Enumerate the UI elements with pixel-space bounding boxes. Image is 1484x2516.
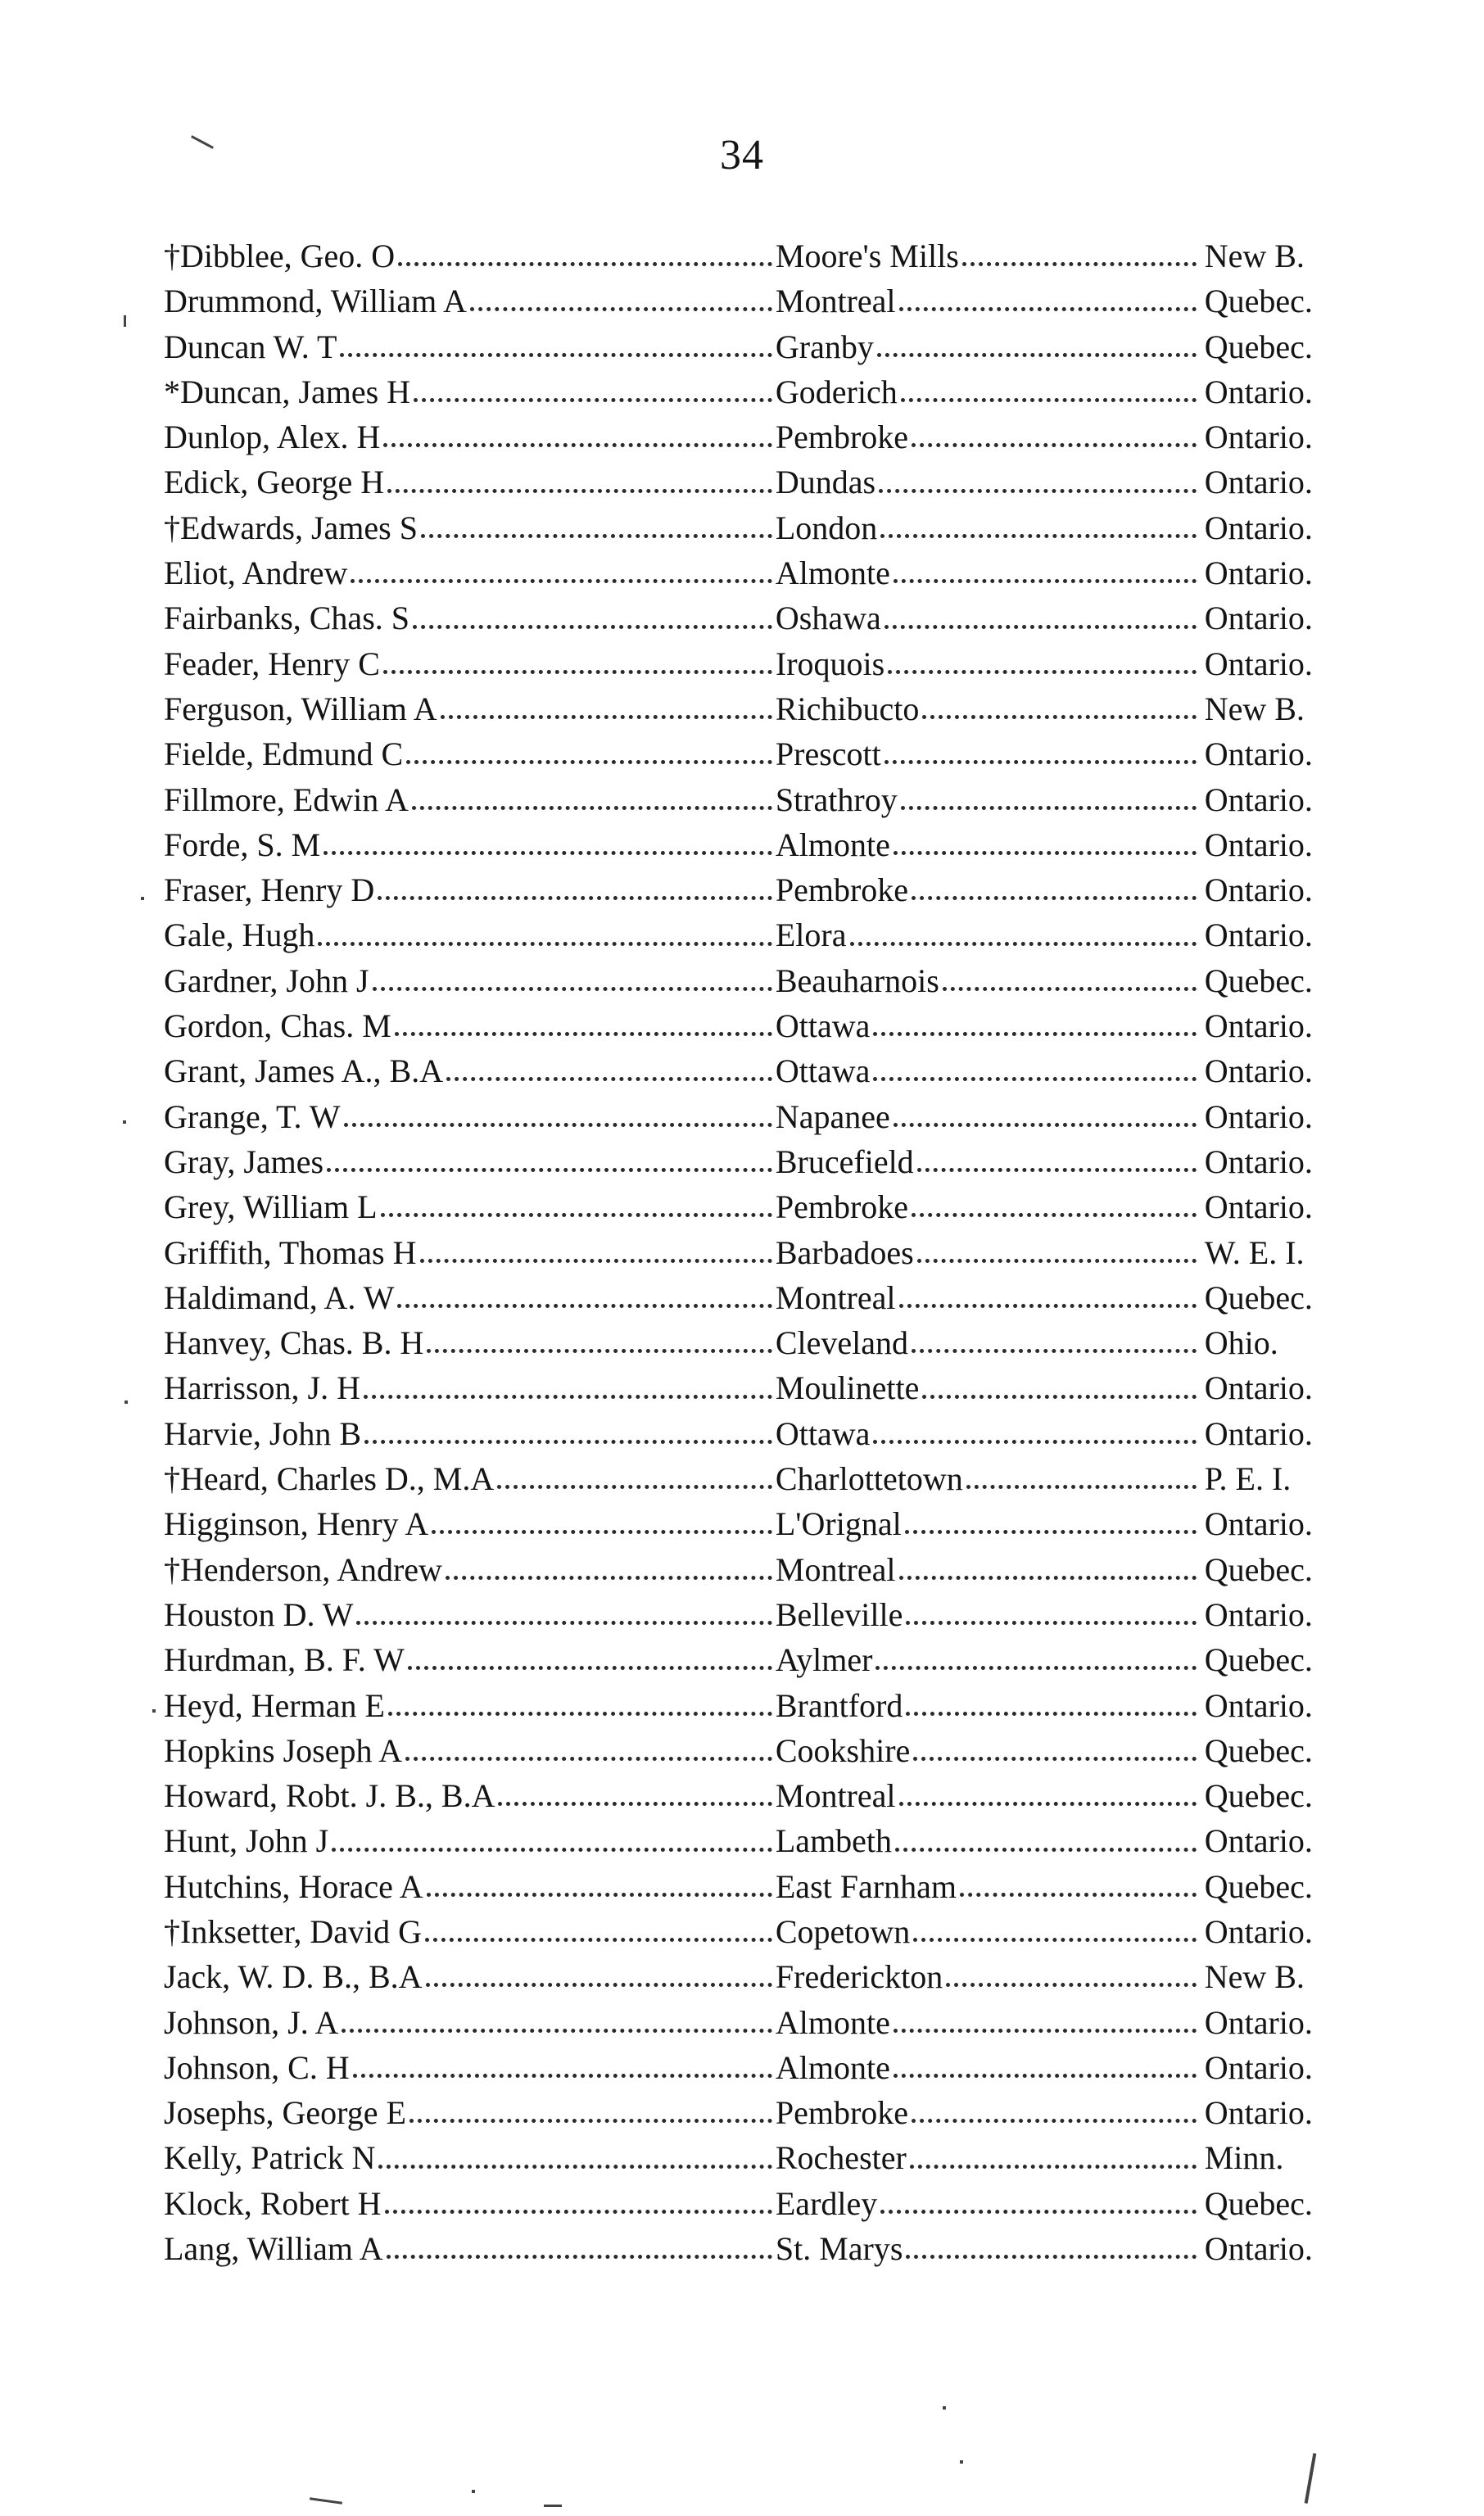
dot-leader <box>351 579 771 583</box>
entry-province: Ontario. <box>1204 1414 1313 1452</box>
entry-name: †Heard, Charles D., M.A <box>164 1460 495 1498</box>
dot-leader <box>880 2210 1196 2214</box>
directory-entry <box>164 1411 1343 1456</box>
entry-province: Quebec. <box>1204 1278 1313 1316</box>
entry-province: Quebec. <box>1204 1641 1313 1679</box>
dot-leader <box>497 1485 772 1489</box>
entry-province: Ontario. <box>1204 1143 1313 1180</box>
entry-name: Hanvey, Chas. B. H <box>164 1324 424 1362</box>
entry-town: Montreal <box>775 1550 896 1588</box>
entry-name: Forde, S. M <box>164 826 321 863</box>
entry-name: Hunt, John J <box>164 1822 329 1860</box>
entry-name: Drummond, William A <box>164 283 467 320</box>
entry-town: Granby <box>775 328 874 365</box>
directory-entry <box>164 2000 1343 2045</box>
directory-entry <box>164 1773 1343 1818</box>
entry-name: Fielde, Edmund C <box>164 735 404 773</box>
entry-name: Houston D. W <box>164 1595 354 1633</box>
entry-province: Ontario. <box>1204 419 1313 456</box>
entry-town: Ottawa <box>775 1007 871 1045</box>
entry-town: Belleville <box>775 1595 903 1633</box>
entry-name: Harrisson, J. H <box>164 1369 360 1407</box>
entry-town: Almonte <box>775 554 890 592</box>
dot-leader <box>873 1032 1196 1036</box>
dot-leader <box>906 1621 1196 1625</box>
directory-entry <box>164 1456 1343 1501</box>
directory-entry <box>164 1275 1343 1320</box>
directory-entry <box>164 1365 1343 1410</box>
dot-leader <box>408 1666 772 1670</box>
entry-town: Strathroy <box>775 781 898 818</box>
entry-name: Eliot, Andrew <box>164 554 348 592</box>
dot-leader <box>912 443 1197 447</box>
entry-name: Jack, W. D. B., B.A <box>164 1958 423 1996</box>
dot-leader <box>427 1893 772 1897</box>
dot-leader <box>412 806 772 810</box>
entry-name: Hutchins, Horace A <box>164 1867 423 1905</box>
directory-entry <box>164 2226 1343 2271</box>
dot-leader <box>383 443 771 447</box>
directory-entry <box>164 1094 1343 1139</box>
dot-leader <box>387 489 772 493</box>
entry-province: New B. <box>1204 1958 1305 1996</box>
entry-province: Ontario. <box>1204 1822 1313 1860</box>
dot-leader <box>397 1304 771 1308</box>
directory-entry <box>164 1003 1343 1048</box>
entry-name: Josephs, George E <box>164 2094 406 2132</box>
dot-leader <box>470 307 772 311</box>
entry-province: Ontario. <box>1204 509 1313 546</box>
dot-leader <box>332 1848 772 1852</box>
dot-leader <box>910 2165 1197 2169</box>
dot-leader <box>373 987 772 991</box>
directory-entry <box>164 1139 1343 1184</box>
entry-town: Pembroke <box>775 419 909 456</box>
dot-leader <box>894 579 1197 583</box>
dot-leader <box>395 1032 772 1036</box>
entry-name: Gordon, Chas. M <box>164 1007 391 1045</box>
dot-leader <box>421 534 772 538</box>
directory-entry <box>164 641 1343 686</box>
entry-province: Quebec. <box>1204 962 1313 999</box>
entry-province: Ontario. <box>1204 600 1313 637</box>
entry-town: Oshawa <box>775 600 881 637</box>
dot-leader <box>432 1530 772 1534</box>
entry-name: Duncan W. T <box>164 328 337 365</box>
entry-province: Ontario. <box>1204 1912 1313 1950</box>
entry-name: Heyd, Herman E <box>164 1686 385 1724</box>
dot-leader <box>398 262 772 266</box>
dot-leader <box>960 1893 1197 1897</box>
entry-name: Grey, William L <box>164 1188 378 1226</box>
dot-leader <box>383 670 772 674</box>
dot-leader <box>446 1576 772 1580</box>
entry-town: Goderich <box>775 373 898 410</box>
entry-town: Almonte <box>775 2048 890 2086</box>
dot-leader <box>873 1440 1196 1444</box>
entry-province: Ontario. <box>1204 1097 1313 1135</box>
directory-entry <box>164 595 1343 640</box>
directory-entry <box>164 1230 1343 1275</box>
dot-leader <box>894 1123 1197 1127</box>
entry-province: Quebec. <box>1204 1731 1313 1769</box>
dot-leader <box>381 1213 772 1217</box>
dot-leader <box>353 2074 772 2078</box>
entry-name: Johnson, J. A <box>164 2003 339 2041</box>
directory-entry <box>164 1728 1343 1773</box>
directory-entry <box>164 822 1343 867</box>
entry-name: Harvie, John B <box>164 1414 362 1452</box>
entry-town: Frederickton <box>775 1958 943 1996</box>
entry-town: Moore's Mills <box>775 238 959 274</box>
dot-leader <box>962 262 1197 266</box>
directory-entry <box>164 1592 1343 1637</box>
dot-leader <box>387 2255 772 2259</box>
entry-town: Brantford <box>775 1686 903 1724</box>
entry-name: †Henderson, Andrew <box>164 1550 442 1588</box>
entry-province: Quebec. <box>1204 1867 1313 1905</box>
dot-leader <box>413 625 772 629</box>
dot-leader <box>426 1983 772 1987</box>
entry-name: Johnson, C. H <box>164 2048 350 2086</box>
entry-town: Dundas <box>775 464 876 501</box>
entry-name: Fairbanks, Chas. S <box>164 600 409 637</box>
entry-province: Ontario. <box>1204 2230 1313 2268</box>
entry-town: East Farnham <box>775 1867 957 1905</box>
entry-town: Barbadoes <box>775 1233 914 1271</box>
dot-leader <box>894 851 1197 855</box>
dot-leader <box>901 398 1197 402</box>
directory-entry <box>164 867 1343 912</box>
entry-name: Edick, George H <box>164 464 385 501</box>
entry-town: Prescott <box>775 735 881 773</box>
entry-province: Minn. <box>1204 2139 1284 2177</box>
entry-name: Gale, Hugh <box>164 916 315 954</box>
dot-leader <box>885 760 1197 764</box>
dot-leader <box>378 2165 771 2169</box>
entry-province: Ontario. <box>1204 871 1313 909</box>
entry-town: L'Orignal <box>775 1505 902 1543</box>
entry-town: Elora <box>775 916 847 954</box>
directory-entry <box>164 233 1343 278</box>
directory-entry <box>164 505 1343 550</box>
dot-leader <box>873 1077 1196 1081</box>
entry-province: Quebec. <box>1204 1777 1313 1815</box>
dot-leader <box>409 2119 772 2123</box>
entry-town: Almonte <box>775 826 890 863</box>
dot-leader <box>327 1168 772 1172</box>
directory-entry <box>164 1547 1343 1592</box>
entry-town: Pembroke <box>775 871 909 909</box>
dot-leader <box>912 1349 1197 1353</box>
entry-name: Grange, T. W <box>164 1097 341 1135</box>
dot-leader <box>364 1395 772 1399</box>
page-number: 34 <box>720 132 764 179</box>
dot-leader <box>446 1077 772 1081</box>
dot-leader <box>885 625 1197 629</box>
entry-province: Ontario. <box>1204 1686 1313 1724</box>
dot-leader <box>877 353 1197 357</box>
entry-town: Lambeth <box>775 1822 893 1860</box>
entry-town: Pembroke <box>775 2094 909 2132</box>
entry-province: Ontario. <box>1204 1595 1313 1633</box>
entry-name: †Edwards, James S <box>164 509 418 546</box>
directory-entry <box>164 1048 1343 1093</box>
entry-province: Ontario. <box>1204 916 1313 954</box>
dot-leader <box>905 1530 1197 1534</box>
entry-province: Ontario. <box>1204 645 1313 682</box>
entry-province: Ontario. <box>1204 464 1313 501</box>
entry-town: Ottawa <box>775 1052 871 1090</box>
dot-leader <box>913 1757 1196 1761</box>
directory-entry <box>164 731 1343 776</box>
entry-town: Montreal <box>775 1278 896 1316</box>
entry-province: Ontario. <box>1204 1188 1313 1226</box>
dot-leader <box>912 2119 1197 2123</box>
dot-leader <box>922 1395 1196 1399</box>
dot-leader <box>906 1712 1196 1716</box>
entry-province: Quebec. <box>1204 1550 1313 1588</box>
entry-province: Ontario. <box>1204 1369 1313 1407</box>
directory-entry <box>164 2090 1343 2135</box>
entry-name: Feader, Henry C <box>164 645 380 682</box>
dot-leader <box>427 1349 772 1353</box>
directory-entry <box>164 912 1343 957</box>
entry-town: Almonte <box>775 2003 890 2041</box>
directory-entry <box>164 1184 1343 1229</box>
entry-name: Haldimand, A. W <box>164 1278 395 1316</box>
dot-leader <box>894 2029 1197 2033</box>
entry-province: Ontario. <box>1204 1052 1313 1090</box>
dot-leader <box>441 715 772 719</box>
entry-province: P. E. I. <box>1204 1460 1292 1498</box>
entry-town: Iroquois <box>775 645 885 682</box>
entry-province: Quebec. <box>1204 2184 1313 2222</box>
dot-leader <box>342 2029 771 2033</box>
entry-name: Kelly, Patrick N <box>164 2139 376 2177</box>
dot-leader <box>498 1802 771 1806</box>
entry-name: Lang, William A <box>164 2230 383 2268</box>
dot-leader <box>880 534 1196 538</box>
entry-town: Ottawa <box>775 1414 871 1452</box>
entry-province: New B. <box>1204 238 1305 274</box>
dot-leader <box>414 398 772 402</box>
entry-town: Brucefield <box>775 1143 914 1180</box>
dot-leader <box>388 1712 772 1716</box>
directory-entry <box>164 2045 1343 2090</box>
entry-name: †Inksetter, David G <box>164 1912 422 1950</box>
directory-entry <box>164 1320 1343 1365</box>
entry-province: Ontario. <box>1204 1505 1313 1543</box>
dot-leader <box>894 2074 1197 2078</box>
directory-entry <box>164 324 1343 369</box>
dot-leader <box>901 806 1197 810</box>
entry-province: Ontario. <box>1204 1007 1313 1045</box>
entry-name: Dunlop, Alex. H <box>164 419 381 456</box>
entry-name: Hopkins Joseph A <box>164 1731 403 1769</box>
entry-province: Ontario. <box>1204 735 1313 773</box>
dot-leader <box>966 1485 1197 1489</box>
directory-entry <box>164 1683 1343 1728</box>
entry-province: New B. <box>1204 690 1305 727</box>
entry-province: Quebec. <box>1204 328 1313 365</box>
directory-entry <box>164 2135 1343 2180</box>
directory-entry <box>164 1864 1343 1909</box>
entry-province: Ontario. <box>1204 554 1313 592</box>
dot-leader <box>378 896 772 900</box>
dot-leader <box>850 942 1197 946</box>
entry-name: Howard, Robt. J. B., B.A <box>164 1777 495 1815</box>
directory-entry <box>164 414 1343 459</box>
dot-leader <box>917 1259 1197 1263</box>
entry-town: Montreal <box>775 1777 896 1815</box>
dot-leader <box>899 1802 1197 1806</box>
dot-leader <box>318 942 771 946</box>
dot-leader <box>899 307 1197 311</box>
entry-province: Ontario. <box>1204 2003 1313 2041</box>
entry-name: Grant, James A., B.A <box>164 1052 444 1090</box>
directory-listing <box>164 233 1343 2271</box>
entry-town: Pembroke <box>775 1188 909 1226</box>
entry-name: Gray, James <box>164 1143 324 1180</box>
entry-town: Cleveland <box>775 1324 909 1362</box>
directory-entry <box>164 1818 1343 1863</box>
entry-province: Ontario. <box>1204 373 1313 410</box>
entry-town: Charlottetown <box>775 1460 963 1498</box>
dot-leader <box>875 1666 1196 1670</box>
directory-entry <box>164 2181 1343 2226</box>
entry-name: Fraser, Henry D <box>164 871 375 909</box>
directory-entry <box>164 777 1343 822</box>
dot-leader <box>385 2210 772 2214</box>
entry-town: Montreal <box>775 283 896 320</box>
entry-town: London <box>775 509 878 546</box>
entry-town: Aylmer <box>775 1641 873 1679</box>
entry-province: Quebec. <box>1204 283 1313 320</box>
entry-province: Ontario. <box>1204 2094 1313 2132</box>
dot-leader <box>906 2255 1196 2259</box>
dot-leader <box>344 1123 772 1127</box>
entry-town: Moulinette <box>775 1369 920 1407</box>
dot-leader <box>425 1938 772 1942</box>
dot-leader <box>922 715 1196 719</box>
entry-town: Napanee <box>775 1097 890 1135</box>
directory-entry <box>164 278 1343 324</box>
dot-leader <box>899 1304 1197 1308</box>
dot-leader <box>888 670 1197 674</box>
entry-province: Ontario. <box>1204 781 1313 818</box>
entry-name: Ferguson, William A <box>164 690 437 727</box>
entry-town: Beauharnois <box>775 962 939 999</box>
directory-entry <box>164 459 1343 505</box>
dot-leader <box>420 1259 772 1263</box>
dot-leader <box>943 987 1197 991</box>
dot-leader <box>406 760 772 764</box>
dot-leader <box>340 353 771 357</box>
dot-leader <box>879 489 1197 493</box>
dot-leader <box>364 1440 772 1444</box>
dot-leader <box>899 1576 1197 1580</box>
entry-town: Cookshire <box>775 1731 911 1769</box>
entry-town: Copetown <box>775 1912 911 1950</box>
entry-town: St. Marys <box>775 2230 903 2268</box>
dot-leader <box>917 1168 1197 1172</box>
dot-leader <box>356 1621 771 1625</box>
dot-leader <box>895 1848 1197 1852</box>
entry-province: Ohio. <box>1204 1324 1278 1362</box>
entry-name: Griffith, Thomas H <box>164 1233 417 1271</box>
entry-province: Ontario. <box>1204 2048 1313 2086</box>
dot-leader <box>912 896 1197 900</box>
dot-leader <box>405 1757 772 1761</box>
directory-entry <box>164 1954 1343 1999</box>
directory-entry <box>164 1909 1343 1954</box>
directory-entry <box>164 1501 1343 1546</box>
directory-entry <box>164 1637 1343 1682</box>
entry-town: Eardley <box>775 2184 878 2222</box>
dot-leader <box>913 1938 1196 1942</box>
entry-town: Rochester <box>775 2139 907 2177</box>
entry-province: Ontario. <box>1204 826 1313 863</box>
entry-name: Higginson, Henry A <box>164 1505 429 1543</box>
entry-name: *Duncan, James H <box>164 373 411 410</box>
directory-entry <box>164 958 1343 1003</box>
entry-town: Richibucto <box>775 690 920 727</box>
entry-name: Fillmore, Edwin A <box>164 781 409 818</box>
directory-entry <box>164 686 1343 731</box>
directory-entry <box>164 369 1343 414</box>
entry-province: W. E. I. <box>1204 1233 1305 1271</box>
entry-name: †Dibblee, Geo. O <box>164 238 396 274</box>
dot-leader <box>323 851 772 855</box>
directory-entry <box>164 550 1343 595</box>
dot-leader <box>912 1213 1197 1217</box>
entry-name: Gardner, John J <box>164 962 369 999</box>
entry-name: Hurdman, B. F. W <box>164 1641 405 1679</box>
dot-leader <box>946 1983 1196 1987</box>
entry-name: Klock, Robert H <box>164 2184 382 2222</box>
